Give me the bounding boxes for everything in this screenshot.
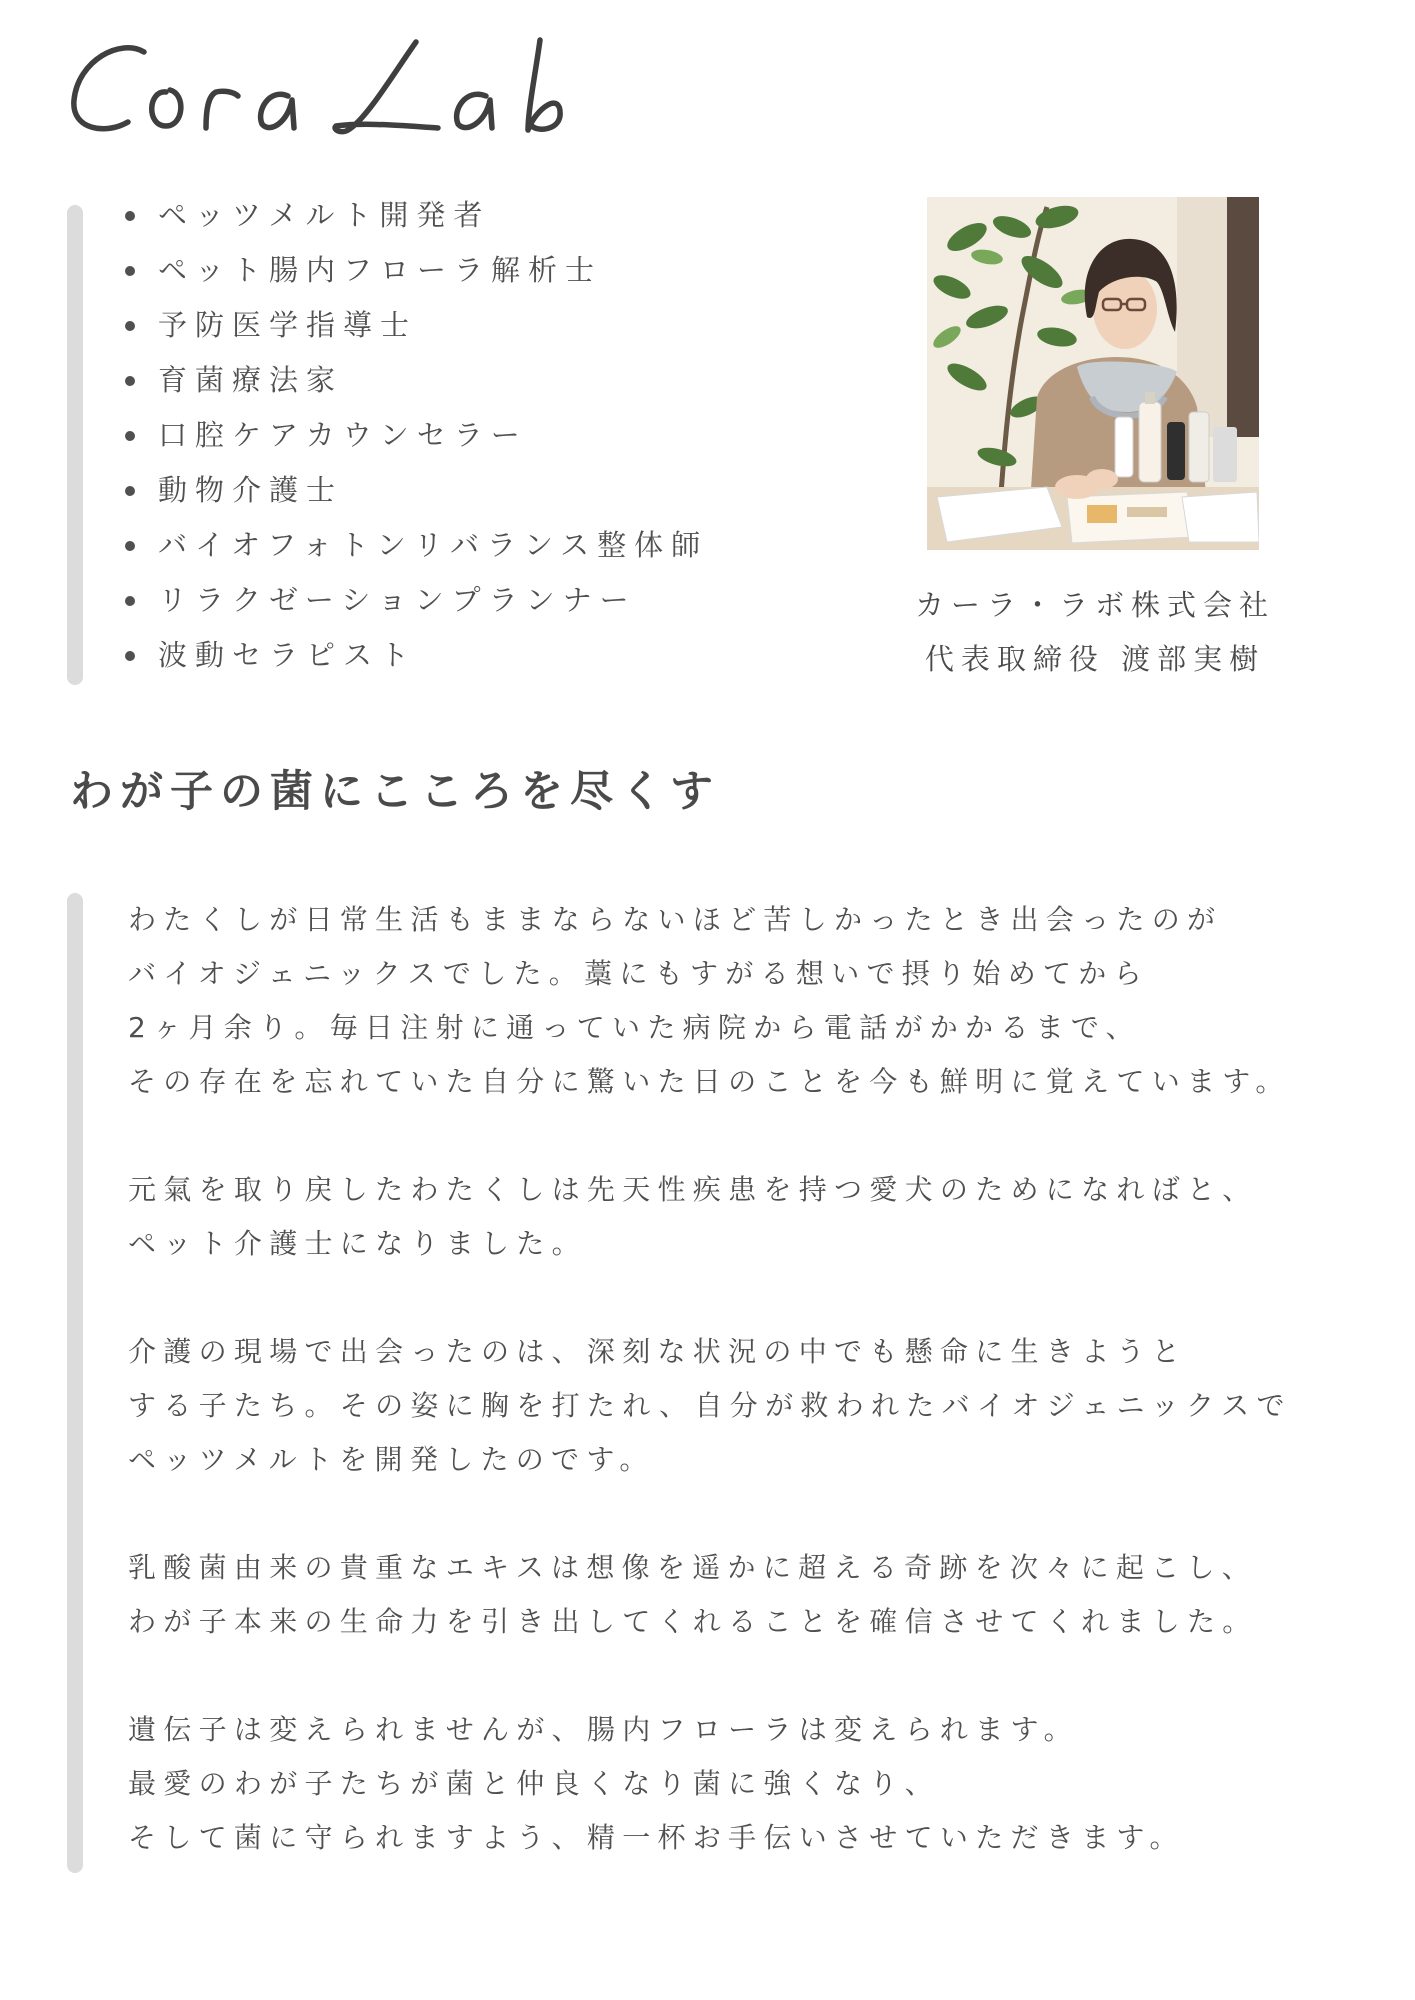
accent-bar-bottom — [67, 893, 83, 1873]
text-line: する子たち。その姿に胸を打たれ、自分が救われたバイオジェニックスで — [128, 1389, 1292, 1422]
qualification-item: 波動セラピスト — [122, 628, 708, 683]
section-heading: わが子の菌にこころを尽くす — [70, 767, 720, 817]
cara-lab-logo-icon — [66, 30, 566, 150]
text-line: わたくしが日常生活もままならないほど苦しかったとき出会ったのが — [128, 903, 1223, 936]
qualification-item: バイオフォトンリバランス整体師 — [122, 518, 708, 573]
portrait-photo — [927, 197, 1259, 550]
accent-bar-top — [67, 205, 83, 685]
brand-logo — [66, 30, 566, 150]
portrait-photo-icon — [927, 197, 1259, 550]
paragraph — [128, 893, 1388, 1109]
qualifications-list — [122, 188, 708, 683]
paragraph — [128, 1325, 1388, 1487]
text-line: 元氣を取り戻したわたくしは先天性疾患を持つ愛犬のためになればと、 — [128, 1173, 1258, 1206]
text-line: 最愛のわが子たちが菌と仲良くなり菌に強くなり、 — [128, 1767, 940, 1800]
qualification-item: ペット腸内フローラ解析士 — [122, 243, 708, 298]
qualification-item: 予防医学指導士 — [122, 298, 708, 353]
text-line: バイオジェニックスでした。藁にもすがる想いで摂り始めてから — [128, 957, 1149, 990]
text-line: 遺伝子は変えられませんが、腸内フローラは変えられます。 — [128, 1713, 1079, 1746]
photo-caption — [880, 578, 1310, 686]
paragraph — [128, 1541, 1388, 1649]
text-line: ペット介護士になりました。 — [128, 1227, 587, 1260]
text-line: わが子本来の生命力を引き出してくれることを確信させてくれました。 — [128, 1605, 1258, 1638]
qualification-item: 育菌療法家 — [122, 353, 708, 408]
text-line: ペッツメルトを開発したのです。 — [128, 1443, 655, 1476]
qualification-item: リラクゼーションプランナー — [122, 573, 708, 628]
qualification-item: 動物介護士 — [122, 463, 708, 518]
paragraph — [128, 1163, 1388, 1271]
text-line: そして菌に守られますよう、精一杯お手伝いさせていただきます。 — [128, 1821, 1185, 1854]
representative-name: 代表取締役 渡部実樹 — [924, 642, 1266, 676]
message-body — [128, 893, 1388, 1919]
text-line: 乳酸菌由来の貴重なエキスは想像を遥かに超える奇跡を次々に起こし、 — [128, 1551, 1258, 1584]
company-name: カーラ・ラボ株式会社 — [914, 588, 1275, 622]
text-line: 介護の現場で出会ったのは、深刻な状況の中でも懸命に生きようと — [128, 1335, 1188, 1368]
qualification-item: ペッツメルト開発者 — [122, 188, 708, 243]
qualification-item: 口腔ケアカウンセラー — [122, 408, 708, 463]
text-line: 2ヶ月余り。毎日注射に通っていた病院から電話がかかるまで、 — [128, 1011, 1141, 1044]
text-line: その存在を忘れていた自分に驚いた日のことを今も鮮明に覚えています。 — [128, 1065, 1291, 1098]
paragraph — [128, 1703, 1388, 1865]
